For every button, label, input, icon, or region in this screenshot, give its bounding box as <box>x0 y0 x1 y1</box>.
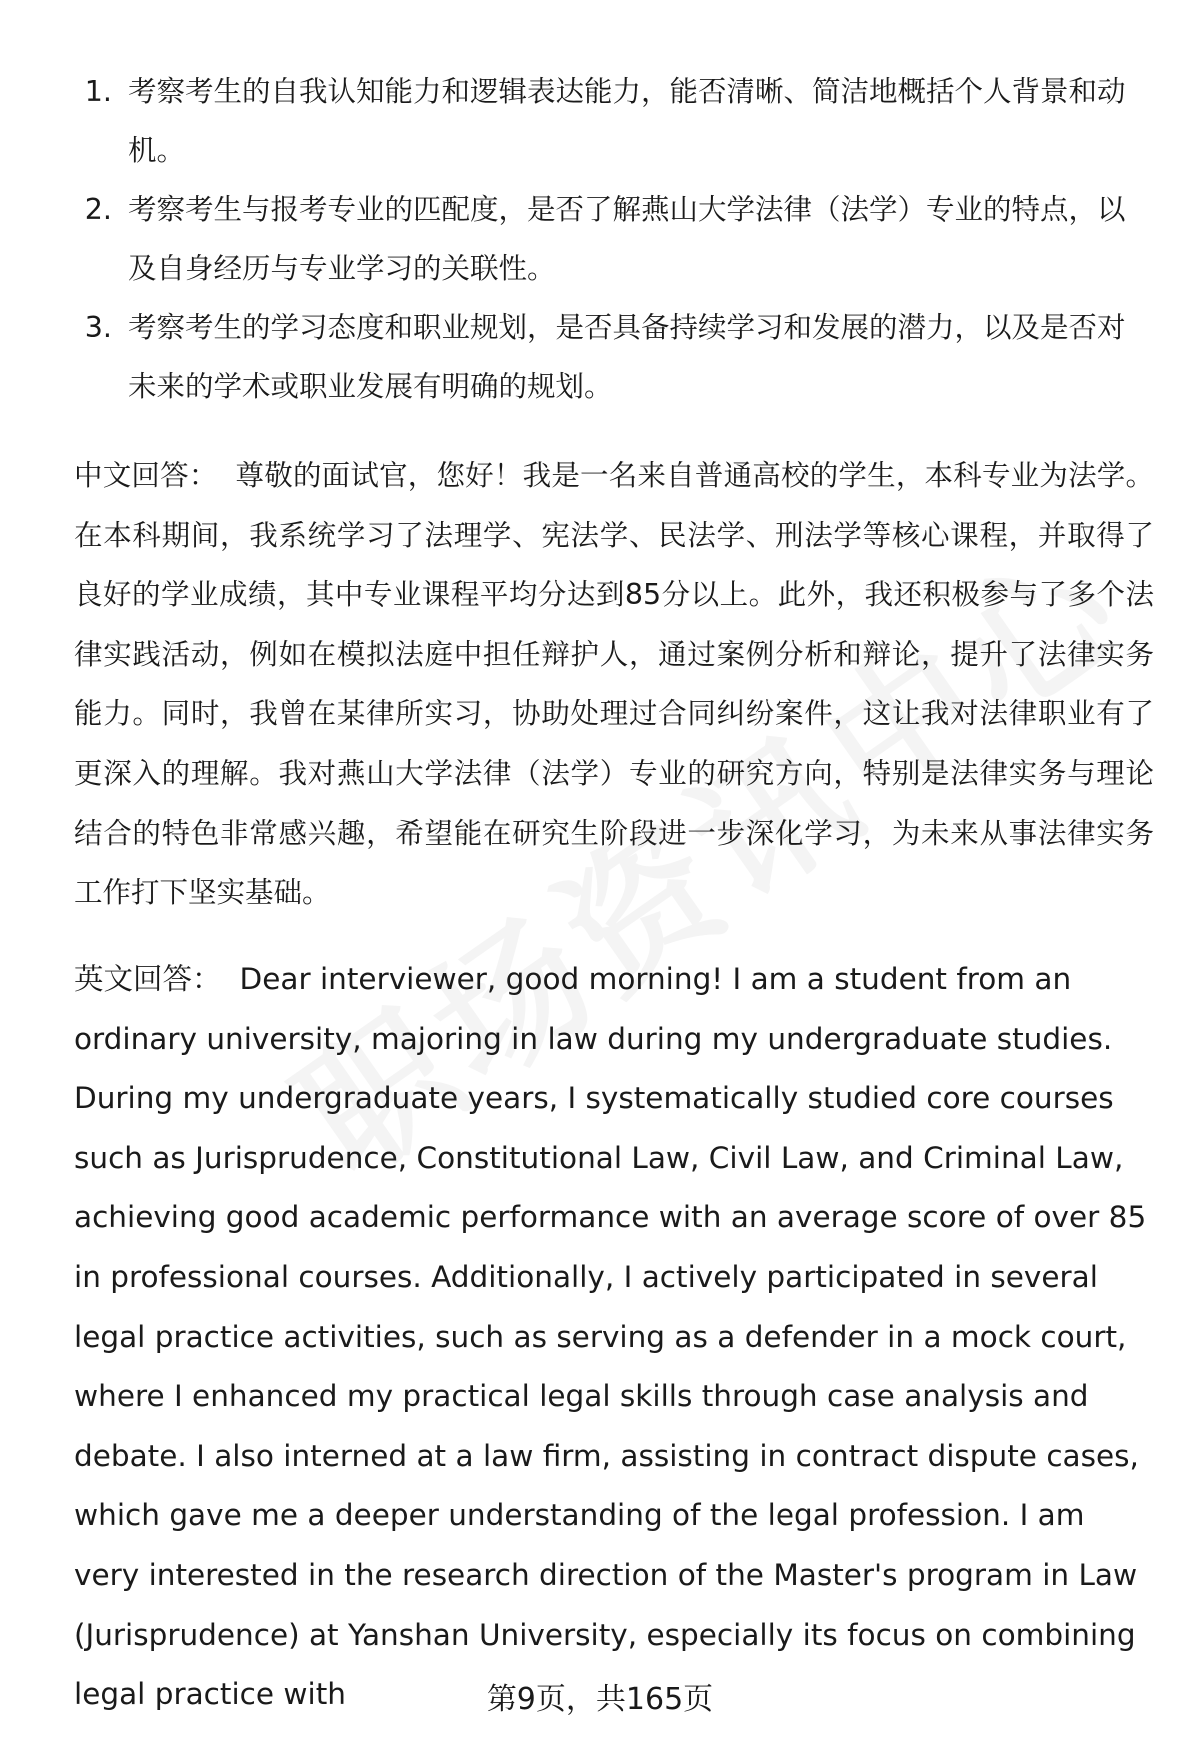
list-item-text: 考察考生与报考专业的匹配度，是否了解燕山大学法律（法学）专业的特点，以及自身经历与专业学习的关联性。 <box>128 193 1126 285</box>
list-item <box>70 62 1145 180</box>
chinese-answer-label: 中文回答： <box>74 459 218 492</box>
english-answer-text: Dear interviewer, good morning! I am a student from an ordinary university, majoring in law during my undergraduate studies. During my undergraduate years, I systematically studied core courses such as Jurisprudence, Constitutional Law, Civil Law, and Criminal Law, achieving good academic performance with an average score of over 85 in professional courses. Additionally, I actively participated in several legal practice activities, such as serving as a defender in a mock court, where I enhanced my practical legal skills through case analysis and debate. I also interned at a law firm, assisting in contract dispute cases, which gave me a deeper understanding of the legal profession. I am very interested in the research direction of the Master's program in Law (Jurisprudence) at Yanshan University, especially its focus on combining legal practice with <box>74 962 1147 1712</box>
chinese-answer-paragraph <box>74 446 1154 923</box>
english-answer-paragraph <box>74 950 1154 1725</box>
list-item-number: 1. <box>84 75 112 108</box>
chinese-answer-text: 尊敬的面试官，您好！我是一名来自普通高校的学生，本科专业为法学。在本科期间，我系统学习了法理学、宪法学、民法学、刑法学等核心课程，并取得了良好的学业成绩，其中专业课程平均分达到85分以上。此外，我还积极参与了多个法律实践活动，例如在模拟法庭中担任辩护人，通过案例分析和辩论，提升了法律实务能力。同时，我曾在某律所实习，协助处理过合同纠纷案件，这让我对法律职业有了更深入的理解。我对燕山大学法律（法学）专业的研究方向，特别是法律实务与理论结合的特色非常感兴趣，希望能在研究生阶段进一步深化学习，为未来从事法律实务工作打下坚实基础。 <box>74 459 1154 910</box>
list-item <box>70 298 1145 416</box>
list-item <box>70 180 1145 298</box>
list-item-number: 2. <box>84 193 112 226</box>
criteria-list <box>70 62 1145 416</box>
list-item-text: 考察考生的自我认知能力和逻辑表达能力，能否清晰、简洁地概括个人背景和动机。 <box>128 75 1126 167</box>
page-number-footer: 第9页，共165页 <box>486 1682 714 1717</box>
list-item-number: 3. <box>84 311 112 344</box>
english-answer-label: 英文回答： <box>74 962 222 996</box>
list-item-text: 考察考生的学习态度和职业规划，是否具备持续学习和发展的潜力，以及是否对未来的学术或职业发展有明确的规划。 <box>128 311 1126 403</box>
